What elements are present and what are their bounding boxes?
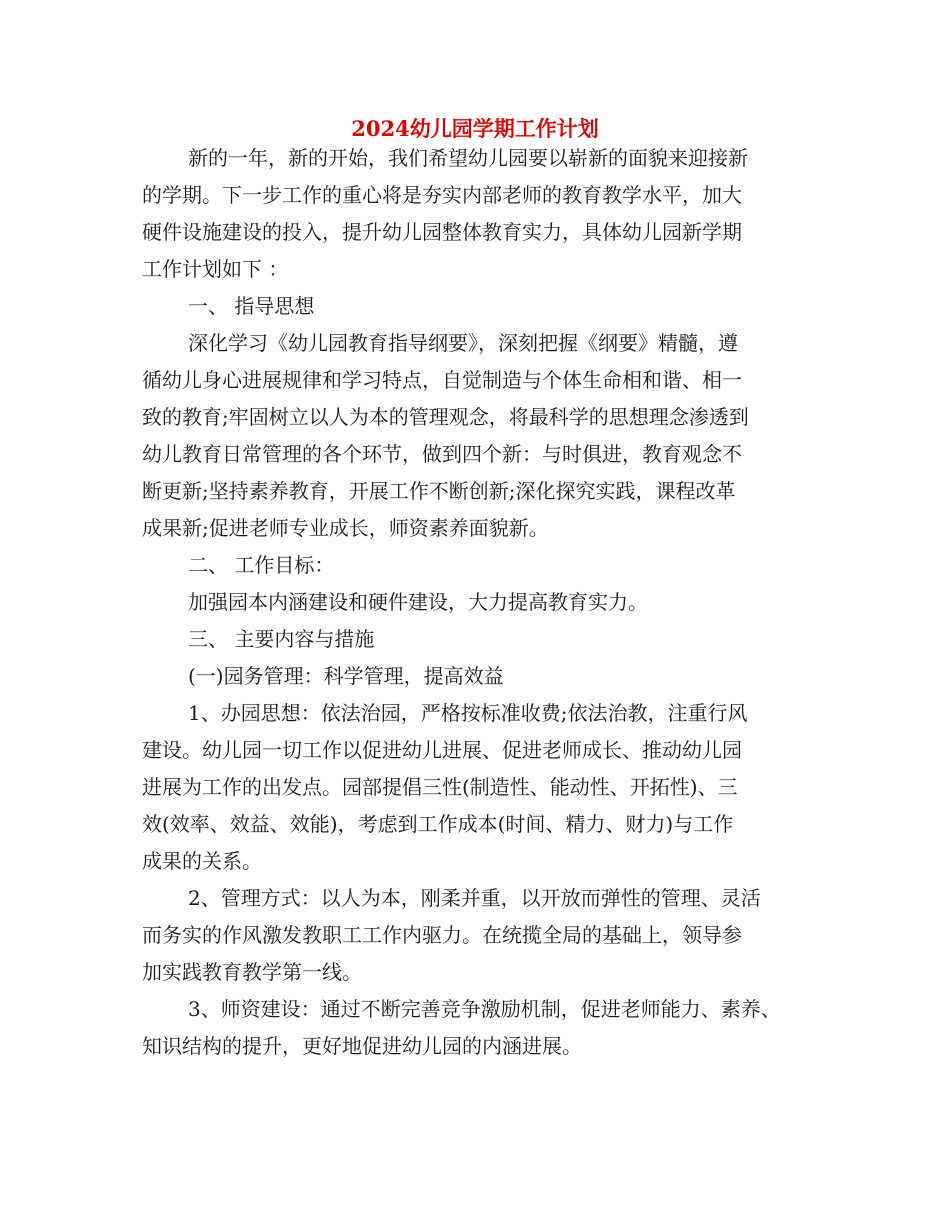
subsection-heading: (一)园务管理：科学管理，提高效益 <box>188 664 504 688</box>
paragraph-line: 知识结构的提升，更好地促进幼儿园的内涵进展。 <box>142 1034 582 1058</box>
section-heading: 三、 主要内容与措施 <box>188 627 375 651</box>
paragraph-line: 2、管理方式：以人为本，刚柔并重，以开放而弹性的管理、灵活 <box>188 886 761 910</box>
paragraph-line: 而务实的作风激发教职工工作内驱力。在统揽全局的基础上，领导参 <box>142 923 742 947</box>
paragraph-line: 1、办园思想：依法治园，严格按标准收费;依法治教，注重行风 <box>188 701 748 725</box>
paragraph-line: 的学期。下一步工作的重心将是夯实内部老师的教育教学水平，加大 <box>142 183 742 207</box>
paragraph-line: 循幼儿身心进展规律和学习特点，自觉制造与个体生命相和谐、相一 <box>142 368 742 392</box>
paragraph-line: 新的一年，新的开始，我们希望幼儿园要以崭新的面貌来迎接新 <box>188 146 748 170</box>
paragraph-line: 幼儿教育日常管理的各个环节，做到四个新：与时俱进，教育观念不 <box>142 442 742 466</box>
paragraph-line: 断更新;坚持素养教育，开展工作不断创新;深化探究实践，课程改革 <box>142 479 736 503</box>
paragraph-line: 加实践教育教学第一线。 <box>142 960 362 984</box>
paragraph-line: 硬件设施建设的投入，提升幼儿园整体教育实力，具体幼儿园新学期 <box>142 220 742 244</box>
paragraph-line: 成果新;促进老师专业成长，师资素养面貌新。 <box>142 516 549 540</box>
section-heading: 一、 指导思想 <box>188 294 315 318</box>
paragraph-line: 成果的关系。 <box>142 849 262 873</box>
paragraph-line: 深化学习《幼儿园教育指导纲要》，深刻把握《纲要》精髓，遵 <box>188 331 738 355</box>
paragraph-line: 加强园本内涵建设和硬件建设，大力提高教育实力。 <box>188 590 648 614</box>
paragraph-line: 3、师资建设：通过不断完善竞争激励机制，促进老师能力、素养、 <box>188 997 781 1021</box>
paragraph-line: 效(效率、效益、效能)，考虑到工作成本(时间、精力、财力)与工作 <box>142 812 734 836</box>
document-body <box>142 140 832 1065</box>
paragraph-line: 进展为工作的出发点。园部提倡三性(制造性、能动性、开拓性)、三 <box>142 775 738 799</box>
document-title: 2024幼儿园学期工作计划 <box>351 116 599 141</box>
paragraph-line: 工作计划如下 ： <box>142 257 289 281</box>
section-heading: 二、 工作目标： <box>188 553 335 577</box>
paragraph-line: 建设。幼儿园一切工作以促进幼儿进展、促进老师成长、推动幼儿园 <box>142 738 742 762</box>
paragraph-line: 致的教育;牢固树立以人为本的管理观念，将最科学的思想理念渗透到 <box>142 405 749 429</box>
